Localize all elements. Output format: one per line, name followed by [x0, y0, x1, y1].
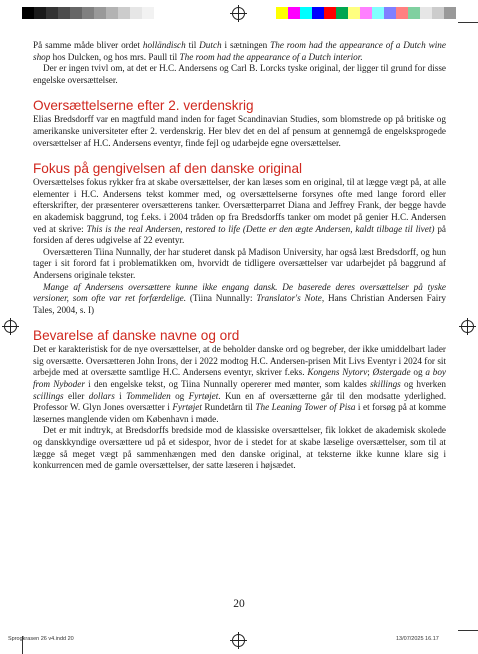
color-swatch [70, 7, 82, 19]
color-swatch [154, 7, 166, 19]
block-quote: Mange af Andersens oversættere kunne ikke engang dansk. De baserede deres oversættelser på tyske versioner, som ofte var ret forfærdelige. (Tiina Nunnally: Translator's Note, Hans Christian Andersen Fairy Tales, 2004, s. I) [33, 281, 447, 315]
paragraph-danske-ord: Det er karakteristisk for de nye oversættelser, at de beholder danske ord og begreber, der ikke umiddelbart lader sig oversætte. Oversætteren John Irons, der i 2022 modtog H.C. Andersen-prisen Mit Livs Eventyr i 2024 for sit arbejde med at oversætte samtlige H.C. Andersens eventyr, skriver f.eks. Kongens Nytorv; Østergade og a boy from Nyboder i den engelske tekst, og Tiina Nunnally opererer med mønter, som kaldes skillings og hverken scillings eller dollars i Tommeliden og Fyrtøjet. Kun en af oversætterne går til den modsatte yderlighed. Professor W. Glyn Jones oversætter i Fyrtøjet Rundetårn til The Leaning Tower of Pisa i et forsøg på at komme læsernes manglende viden om København i møde. [33, 344, 447, 424]
paragraph-nunnally: Oversætteren Tiina Nunnally, der har studeret dansk på Madison University, har også læst Bredsdorff, og hun tager i sit forord fat i problematikken om, hvorvidt de tidligere oversættelser var udarbejdet på baggrund af Andersens originale tekster. [33, 246, 446, 280]
heading-fokus: Fokus på gengivelsen af den danske original [33, 161, 303, 177]
color-swatch [408, 7, 420, 19]
color-swatch [420, 7, 432, 19]
color-swatch [58, 7, 70, 19]
grayscale-color-bar [22, 7, 166, 19]
color-swatch [130, 7, 142, 19]
registration-mark-top-icon [232, 7, 245, 20]
color-swatch [22, 7, 34, 19]
paragraph-bredsdorff: Elias Bredsdorff var en magtfuld mand inden for faget Scandinavian Studies, som blomstrede op på britiske og amerikanske universiteter efter 2. verdenskrig. Her blev det en del af pensum at gennemgå de engelsksprogede oversættelser af H.C. Andersens eventyr, finde fejl og udarbejde egne oversættelser. [33, 114, 446, 148]
color-swatch [372, 7, 384, 19]
slug-timestamp: 13/07/2025 16.17 [396, 636, 439, 642]
crop-mark-bottom-right-h [458, 630, 478, 631]
color-swatch [288, 7, 300, 19]
color-swatch [444, 7, 456, 19]
color-swatch [384, 7, 396, 19]
paragraph-conclusion: Der er ingen tvivl om, at det er H.C. Andersens og Carl B. Lorcks tyske original, der ligger til grund for disse engelske oversættelser. [33, 63, 446, 85]
page-number: 20 [233, 598, 245, 610]
color-swatch [142, 7, 154, 19]
color-swatch [360, 7, 372, 19]
heading-oversaettelserne: Oversættelserne efter 2. verdenskrig [33, 98, 254, 114]
color-swatch [336, 7, 348, 19]
color-swatch [396, 7, 408, 19]
color-swatch [34, 7, 46, 19]
color-swatch [82, 7, 94, 19]
document-page [33, 40, 446, 472]
color-swatch [348, 7, 360, 19]
paragraph-dutch: På samme måde bliver ordet holländisch til Dutch i sætningen The room had the appearance of a Dutch wine shop hos Dulcken, og hos mrs. Paull til The room had the appearance of a Dutch interior. [33, 40, 446, 62]
crop-mark-top-right [458, 22, 478, 23]
color-swatch [312, 7, 324, 19]
registration-mark-left-icon [4, 320, 17, 333]
color-swatch [432, 7, 444, 19]
color-swatch [276, 7, 288, 19]
color-swatch [46, 7, 58, 19]
registration-mark-right-icon [461, 320, 474, 333]
color-swatch [118, 7, 130, 19]
paragraph-fokus: Oversættelses fokus rykker fra at skabe oversættelser, der kan læses som en original, til at lægge vægt på, at alle elementer i H.C. Andersens tekst kommer med, og oversættelserne forsynes ofte med lange forord eller efterskrifter, der præsenterer oversætterens tanker. Oversætterparret Diana and Jeffrey Frank, der begge havde en akademisk baggrund, tog f.eks. i 2004 tråden op fra Bredsdorffs tanker om modet på genier H.C. Andersen ved at skrive: This is the real Andersen, restored to life (Dette er den ægte Andersen, kaldt tilbage til livet) på forsiden af deres udgivelse af 22 eventyr. [33, 177, 447, 246]
color-swatch [94, 7, 106, 19]
heading-bevarelse: Bevarelse af danske navne og ord [33, 328, 240, 344]
slug-filename: Sprogkrasen 26 v4.indd 20 [8, 636, 74, 642]
paragraph-indtryk: Det er mit indtryk, at Bredsdorffs bredside mod de klassiske oversættelser, fik lokket de akademisk skolede og danskkyndige oversættere ud på et sidespor, hvor de i stedet for at skabe læselige oversættelser, som til at lægge så meget vægt på sammenhængen med den danske original, at teksterne ikke kunne klare sig i konkurrencen med de gamle oversættelser, der satte læseren i højsædet. [33, 425, 446, 471]
cmyk-color-bar [276, 7, 456, 19]
color-swatch [106, 7, 118, 19]
color-swatch [324, 7, 336, 19]
registration-mark-bottom-icon [232, 634, 245, 647]
color-swatch [300, 7, 312, 19]
